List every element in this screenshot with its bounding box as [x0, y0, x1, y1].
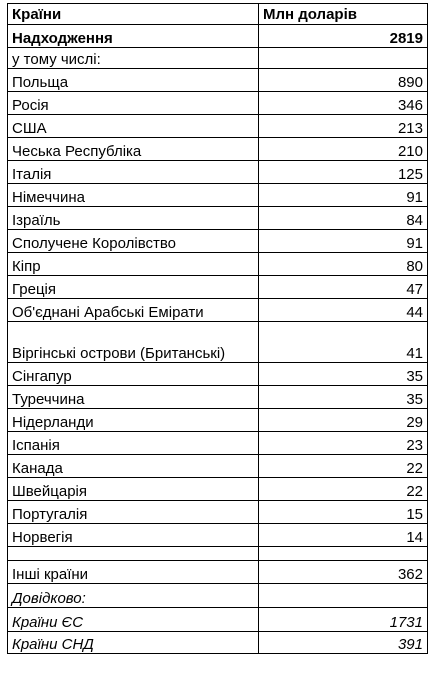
value-cell: 210	[259, 138, 428, 161]
country-cell: Польща	[8, 69, 259, 92]
country-cell: Сінгапур	[8, 363, 259, 386]
value-cell: 80	[259, 253, 428, 276]
spacer-row	[8, 547, 428, 561]
country-cell: Кіпр	[8, 253, 259, 276]
value-cell: 213	[259, 115, 428, 138]
country-cell: Росія	[8, 92, 259, 115]
country-cell: Віргінські острови (Британські)	[8, 322, 259, 363]
value-cell: 47	[259, 276, 428, 299]
table-row	[8, 501, 428, 524]
country-cell: Португалія	[8, 501, 259, 524]
value-cell: 44	[259, 299, 428, 322]
table-row	[8, 524, 428, 547]
value-cell: 23	[259, 432, 428, 455]
table-row	[8, 299, 428, 322]
country-cell: Сполучене Королівство	[8, 230, 259, 253]
country-cell: США	[8, 115, 259, 138]
value-cell: 35	[259, 363, 428, 386]
country-cell: Чеська Республіка	[8, 138, 259, 161]
table-row	[8, 363, 428, 386]
table-row	[8, 230, 428, 253]
other-countries-value: 362	[259, 561, 428, 584]
cis-value: 391	[259, 632, 428, 654]
spacer-cell	[259, 547, 428, 561]
country-cell: Нідерланди	[8, 409, 259, 432]
other-countries-label: Інші країни	[8, 561, 259, 584]
total-row	[8, 25, 428, 48]
value-cell: 346	[259, 92, 428, 115]
header-row	[8, 4, 428, 25]
subheader-empty-cell	[259, 48, 428, 69]
table-row	[8, 409, 428, 432]
column-header-country: Країни	[8, 4, 259, 25]
eu-label: Країни ЄС	[8, 608, 259, 632]
value-cell: 29	[259, 409, 428, 432]
table-row	[8, 276, 428, 299]
table-row	[8, 253, 428, 276]
cis-row	[8, 632, 428, 654]
column-header-value: Млн доларів	[259, 4, 428, 25]
value-cell: 15	[259, 501, 428, 524]
country-cell: Канада	[8, 455, 259, 478]
value-cell: 14	[259, 524, 428, 547]
spacer-cell	[8, 547, 259, 561]
country-cell: Об'єднані Арабські Емірати	[8, 299, 259, 322]
value-cell: 22	[259, 455, 428, 478]
table-row	[8, 184, 428, 207]
table-row	[8, 161, 428, 184]
value-cell: 91	[259, 184, 428, 207]
country-cell: Норвегія	[8, 524, 259, 547]
total-value: 2819	[259, 25, 428, 48]
reference-label: Довідково:	[8, 584, 259, 608]
value-cell: 91	[259, 230, 428, 253]
value-cell: 125	[259, 161, 428, 184]
reference-empty-cell	[259, 584, 428, 608]
table-row	[8, 115, 428, 138]
total-label: Надходження	[8, 25, 259, 48]
value-cell: 41	[259, 322, 428, 363]
subheader-label: у тому числі:	[8, 48, 259, 69]
country-cell: Німеччина	[8, 184, 259, 207]
country-cell: Ізраїль	[8, 207, 259, 230]
eu-row	[8, 608, 428, 632]
table-row	[8, 92, 428, 115]
table-row	[8, 478, 428, 501]
table-row	[8, 207, 428, 230]
countries-table	[7, 3, 428, 654]
reference-row	[8, 584, 428, 608]
cis-label: Країни СНД	[8, 632, 259, 654]
other-countries-row	[8, 561, 428, 584]
value-cell: 35	[259, 386, 428, 409]
country-cell: Швейцарія	[8, 478, 259, 501]
table-row	[8, 455, 428, 478]
value-cell: 890	[259, 69, 428, 92]
country-cell: Туреччина	[8, 386, 259, 409]
country-cell: Греція	[8, 276, 259, 299]
value-cell: 22	[259, 478, 428, 501]
eu-value: 1731	[259, 608, 428, 632]
value-cell: 84	[259, 207, 428, 230]
subheader-row	[8, 48, 428, 69]
table-row	[8, 386, 428, 409]
table-row	[8, 138, 428, 161]
country-cell: Італія	[8, 161, 259, 184]
table-row	[8, 432, 428, 455]
country-cell: Іспанія	[8, 432, 259, 455]
table-row	[8, 322, 428, 363]
table-row	[8, 69, 428, 92]
